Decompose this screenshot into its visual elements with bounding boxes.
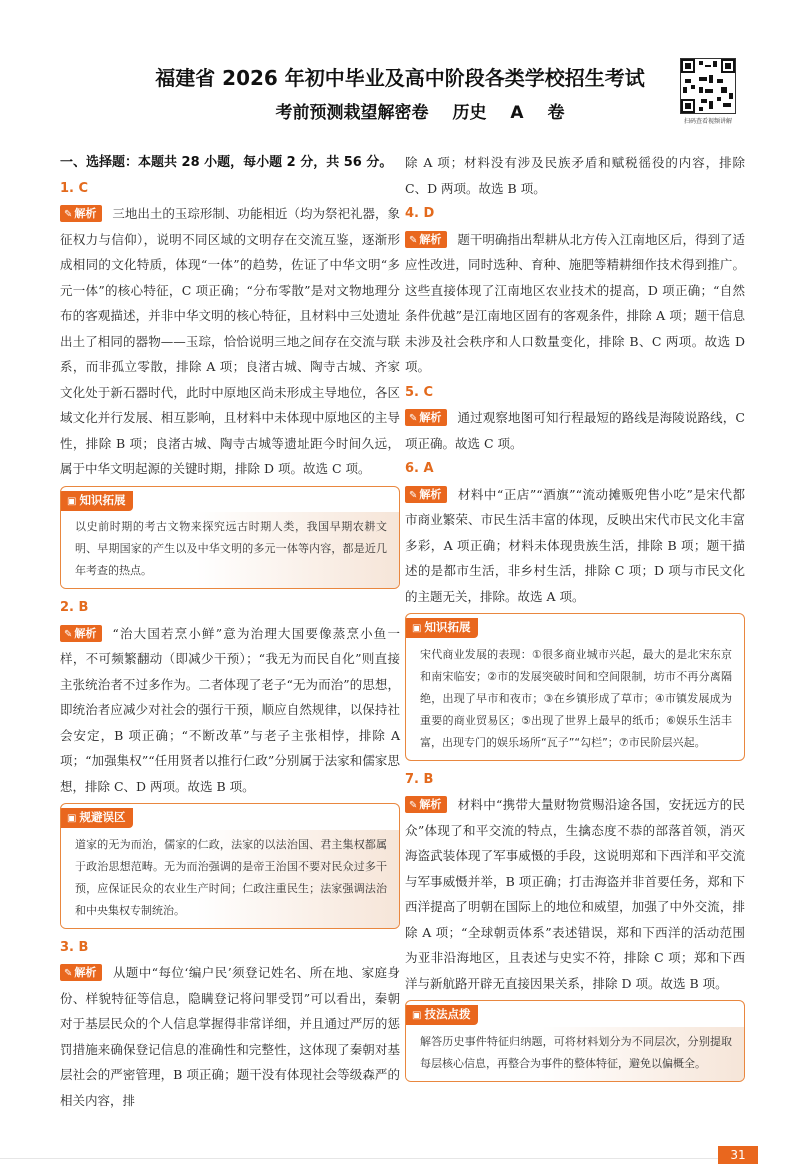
pen-icon: ✎	[409, 489, 418, 501]
analysis-tag: ✎ 解析	[60, 625, 102, 642]
pen-icon: ✎	[64, 209, 73, 220]
question-3-answer: 3. B	[60, 939, 89, 955]
qr-code-label: 扫码查看视频讲解	[683, 118, 732, 125]
avoid-mistakes-box	[60, 803, 400, 929]
knowledge-box	[405, 613, 745, 761]
footer-divider	[0, 1158, 718, 1159]
question-1-answer: 1. C	[60, 180, 89, 196]
pen-icon: ✎	[64, 968, 73, 979]
pen-icon: ✎	[64, 628, 73, 640]
analysis-tag: ✎ 解析	[60, 964, 102, 981]
question-7-answer: 7. B	[405, 771, 434, 787]
question-2-answer: 2. B	[60, 600, 89, 615]
question-1-analysis: ✎ 解析 三地出土的玉琮形制、功能相近（均为祭祀礼器，象征权力与信仰），说明不同区域的文明存在交流互鉴，逐渐形成相同的文化特质，体现“一体”的趋势，佐证了中华文明“多元一体”的核心特征，C 项正确；“分布零散”是对文物地理分布的客观描述，并非中华文明的核心特征，且材料中三处遗址出土了相同的器物——玉琮，恰恰说明三地之间存在交流与联系，而非孤立零散，排除 A 项；良渚古城、陶寺古城、齐家文化处于新石器时代，此时中原地区尚未形成主导地位，各区域文化并行发展、相互影响，且材料中未体现中原地区的主导性，排除 B 项；良渚古城、陶寺古城等遗址距今时间久远，属于中华文明起源的关键时期，排除 D 项。故选 C 项。	[60, 206, 400, 476]
question-2-analysis: ✎ 解析 “治大国若烹小鲜”意为治理大国要像蒸烹小鱼一样，不可频繁翻动（即减少干预）；“我无为而民自化”则直接主张统治者不过多作为。二者体现了老子“无为而治”的思想，即统治者应减少对社会的强行干预，顺应自然规律，以保持社会安定，B 项正确；“不断改革”与老子主张相悖，排除 A 项；“加强集权”“任用贤者以推行仁政”分别属于法家和儒家思想，排除 C、D 两项。故选 B 项。	[60, 625, 400, 794]
exam-subtitle: 考前预测栽望解密卷 历史 A 卷	[275, 103, 565, 123]
question-3-analysis: ✎ 解析 从题中“每位‘编户民’须登记姓名、所在地、家庭身份、样貌特征等信息，隐瞒登记将问罪受罚”可以看出，秦朝对于基层民众的个人信息掌握得非常详细，并且通过严厉的惩罚措施来确保登记信息的准确性和完整性，这体现了秦朝对基层社会的严密管理，B 项正确；题干没有体现社会等级森严的相关内容，排	[60, 965, 400, 1108]
question-4-analysis: ✎ 解析 题干明确指出犁耕从北方传入江南地区后，得到了适应性改进，同时选种、育种、施肥等精耕细作技术得到推广。这些直接体现了江南地区农业技术的提高，D 项正确；“自然条件优越”是江南地区固有的客观条件，排除 A 项；题干信息未涉及社会秩序和人口数量变化，排除 B、C 两项。故选 D 项。	[405, 231, 745, 374]
avoid-mistakes-header: ▣ 规避误区	[61, 808, 133, 828]
technique-box	[405, 1000, 745, 1082]
analysis-tag: ✎ 解析	[405, 796, 447, 813]
right-column	[405, 150, 745, 1088]
knowledge-box-text: 以史前时期的考古文物来探究远古时期人类，我国早期农耕文明、早期国家的产生以及中华文明的多元一体等内容，都是近几年考查的热点。	[61, 512, 399, 588]
analysis-tag: ✎ 解析	[405, 486, 447, 503]
avoid-mistakes-text: 道家的无为而治，儒家的仁政，法家的以法治国、君主集权都属于政治思想范畴。无为而治强调的是帝王治国不要对民众过多干预，应保证民众的农业生产时间；仁政注重民生；法家强调法治和中央集权专制统治。	[61, 830, 399, 928]
knowledge-box	[60, 486, 400, 590]
pen-icon: ✎	[409, 413, 418, 424]
exam-title: 福建省 2026 年初中毕业及高中阶段各类学校招生考试	[155, 66, 645, 90]
analysis-tag: ✎ 解析	[405, 409, 447, 426]
question-4-answer: 4. D	[405, 206, 435, 221]
page-header	[0, 58, 800, 148]
technique-box-text: 解答历史事件特征归纳题，可将材料划分为不同层次，分别提取每层核心信息，再整合为事件的整体特征，避免以偏概全。	[406, 1027, 744, 1081]
book-icon: ▣	[412, 623, 422, 634]
book-icon: ▣	[67, 495, 77, 507]
knowledge-box-header: ▣ 知识拓展	[61, 491, 133, 511]
qr-code-icon[interactable]	[680, 58, 736, 114]
technique-box-header: ▣ 技法点拨	[406, 1005, 478, 1025]
warning-icon: ▣	[67, 813, 77, 824]
analysis-tag: ✎ 解析	[60, 205, 102, 222]
question-5-analysis: ✎ 解析 通过观察地图可知行程最短的路线是海陵说路线，C 项正确。故选 C 项。	[405, 410, 745, 451]
question-3-analysis-continued: 除 A 项；材料没有涉及民族矛盾和赋税徭役的内容，排除 C、D 两项。故选 B 项。	[405, 155, 745, 196]
question-6-analysis: ✎ 解析 材料中“正店”“酒旗”“流动摊贩兜售小吃”是宋代都市商业繁荣、市民生活丰富的体现，反映出宋代市民文化丰富多彩，A 项正确；材料未体现贵族生活，排除 B 项；题干描述的是都市生活，非乡村生活，排除 C 项；D 项与市民文化的主题无关，排除。故选 A 项。	[405, 486, 745, 604]
question-7-analysis: ✎ 解析 材料中“携带大量财物赏赐沿途各国，安抚远方的民众”体现了和平交流的特点，生擒态度不恭的部落首领，消灭海盗武装体现了军事威慑的手段，这说明郑和下西洋和平交流与军事威慑并举，B 项正确；打击海盗并非首要任务，郑和下西洋提高了明朝在国际上的地位和威望，加强了中外交流，排除 A 项；“全球朝贡体系”表述错误，郑和下西洋的活动范围为亚非沿海地区，且表述与史实不符，排除 C 项；郑和下西洋与新航路开辟无直接因果关系，排除 D 项。故选 B 项。	[405, 797, 745, 991]
question-5-answer: 5. C	[405, 384, 434, 400]
question-6-answer: 6. A	[405, 461, 434, 476]
knowledge-box-text: 宋代商业发展的表现：①很多商业城市兴起，最大的是北宋东京和南宋临安；②市的发展突破时间和空间限制，坊市不再分离隔绝，出现了早市和夜市；③在乡镇形成了草市；④市镇发展成为重要的商业贸易区；⑤出现了世界上最早的纸币；⑥娱乐生活丰富，出现专门的娱乐场所“瓦子”“勾栏”；⑦市民阶层兴起。	[420, 647, 732, 749]
pen-icon: ✎	[409, 800, 418, 811]
pen-icon: ✎	[409, 234, 418, 246]
analysis-tag: ✎ 解析	[405, 231, 447, 248]
lightbulb-icon: ▣	[412, 1010, 422, 1021]
knowledge-box-header: ▣ 知识拓展	[406, 618, 478, 638]
page-number: 31	[718, 1146, 758, 1164]
left-column	[60, 150, 400, 1113]
section-title: 一、选择题：本题共 28 小题，每小题 2 分，共 56 分。	[60, 155, 393, 170]
